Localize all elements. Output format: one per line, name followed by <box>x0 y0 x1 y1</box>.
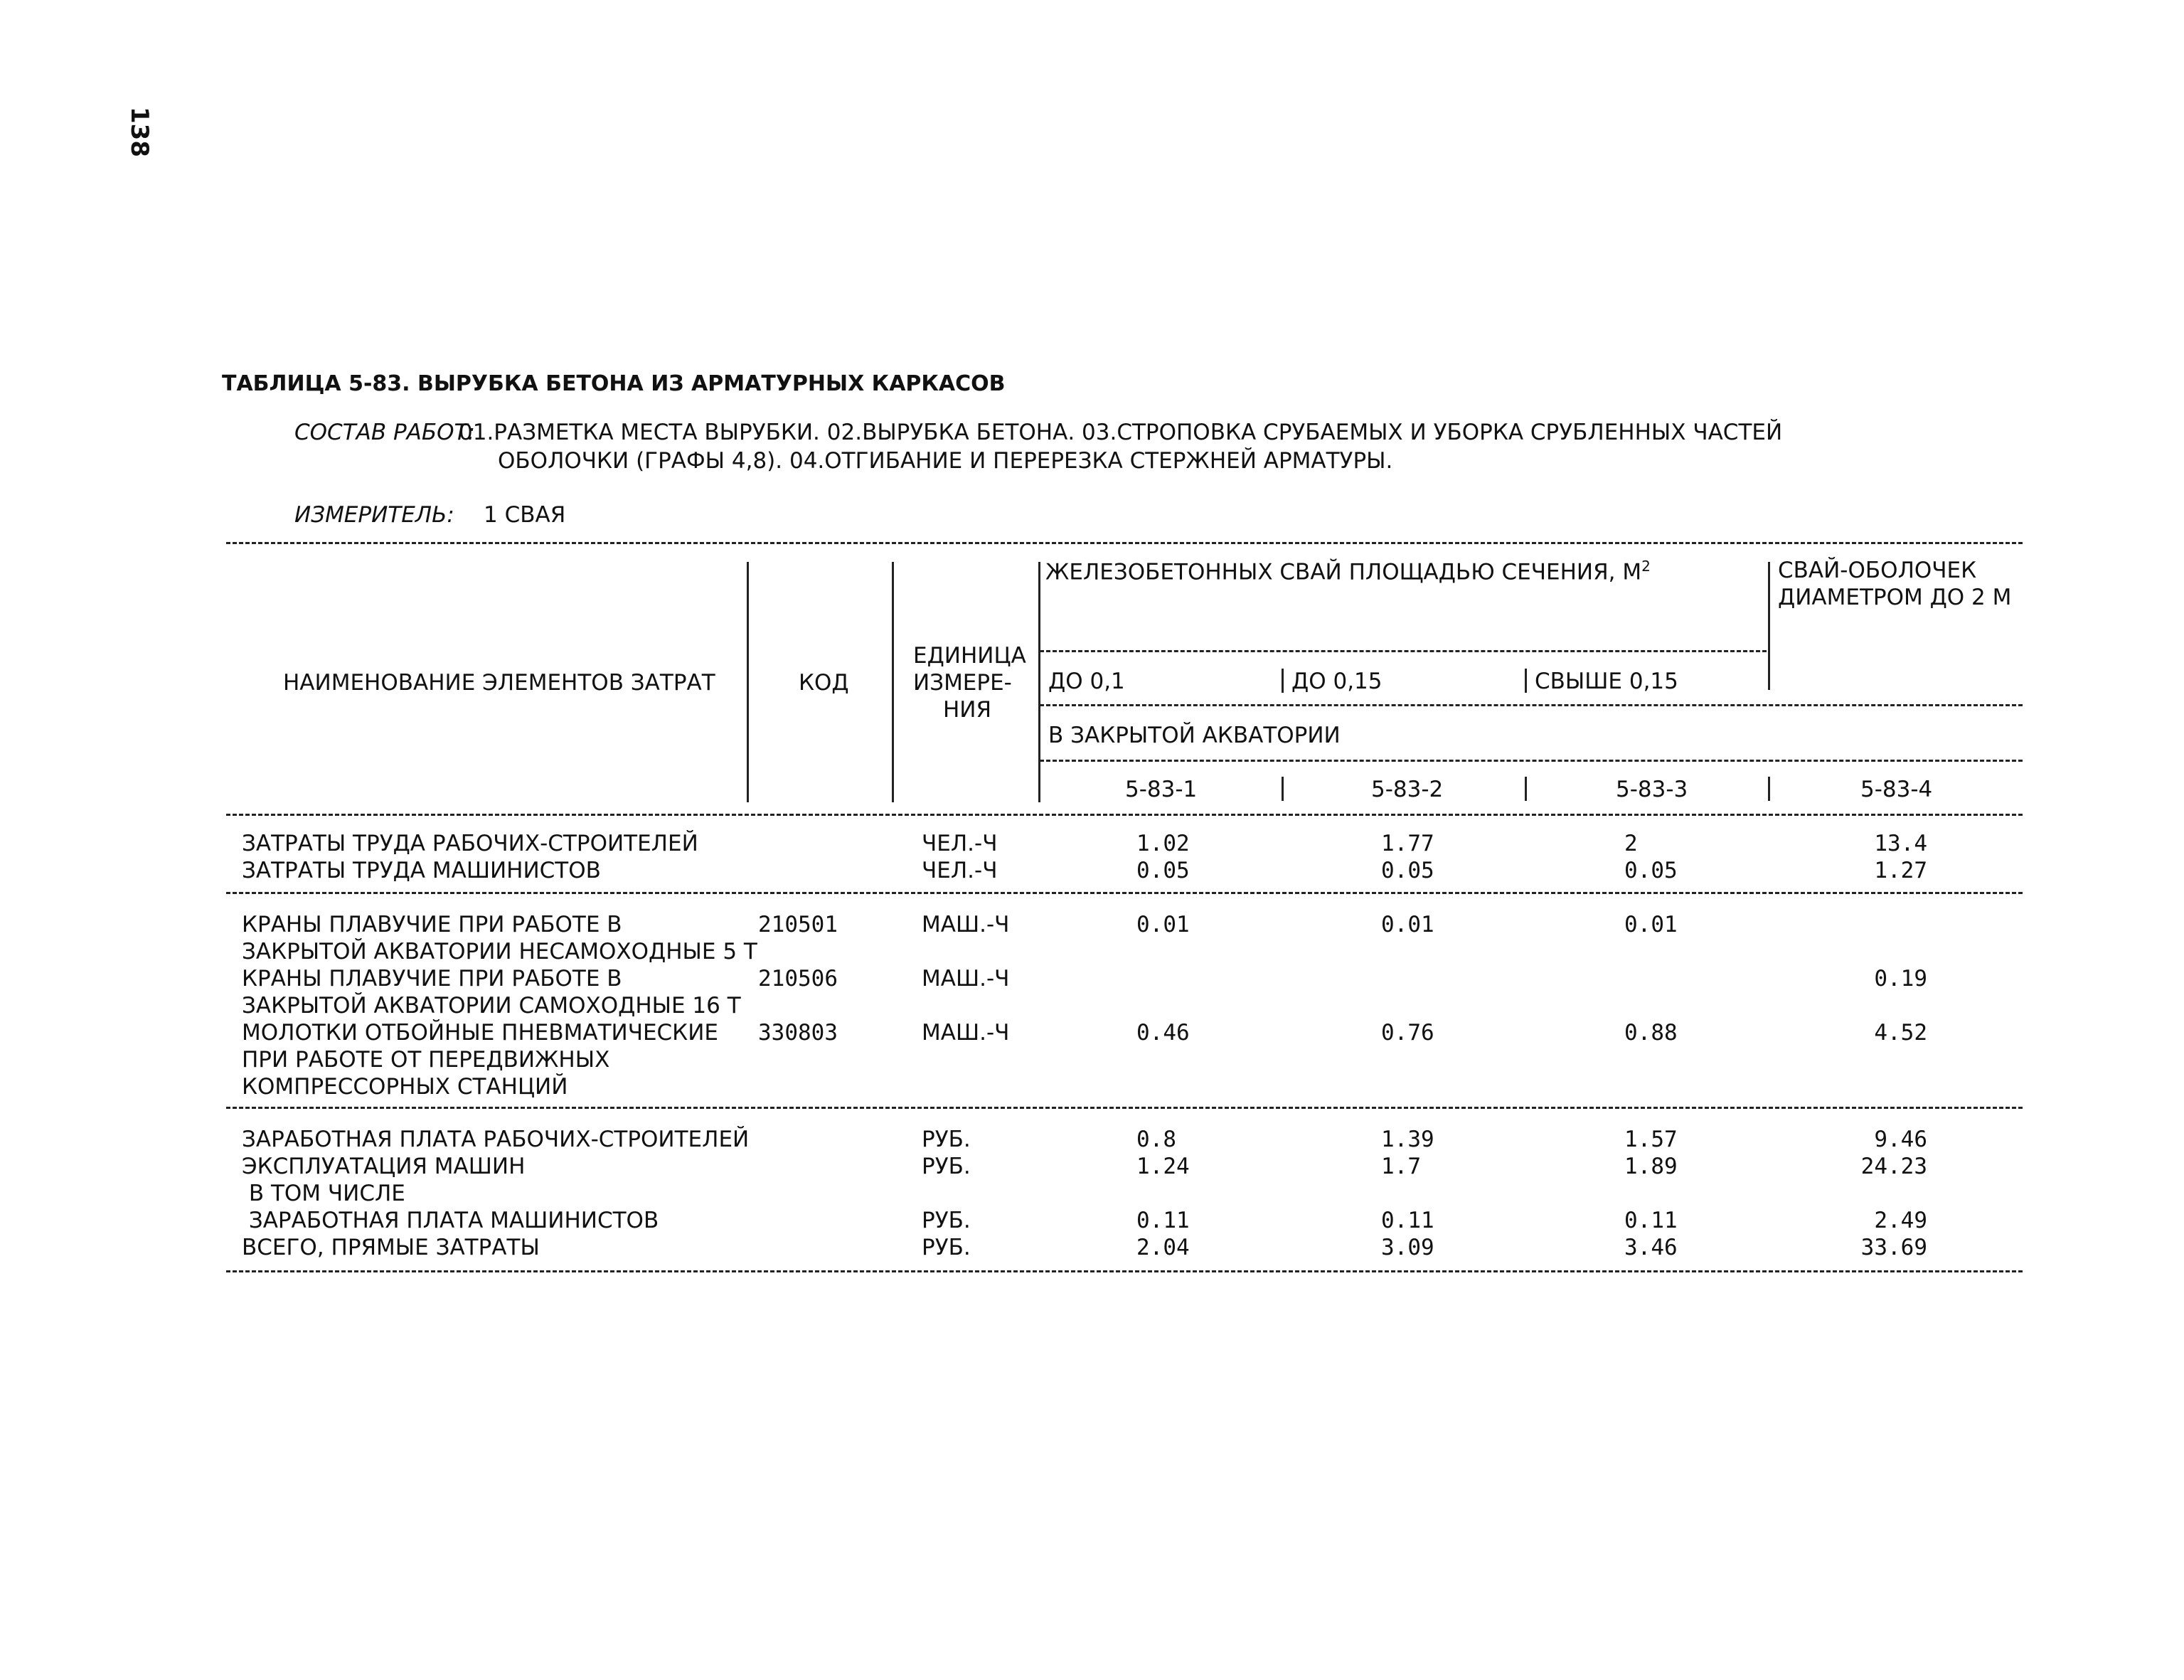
row-name: ЗАТРАТЫ ТРУДА РАБОЧИХ-СТРОИТЕЛЕЙ <box>242 831 698 856</box>
row-value-4: 1.27 <box>1874 858 1927 883</box>
column-separator <box>892 562 894 802</box>
row-value-2: 0.05 <box>1381 858 1434 883</box>
subheader-rule <box>1040 650 1767 652</box>
header-sub-3: СВЫШЕ 0,15 <box>1535 669 1678 694</box>
row-value-1: 0.01 <box>1136 912 1190 937</box>
column-separator <box>1525 669 1527 693</box>
row-value-3: 0.11 <box>1624 1208 1678 1233</box>
header-col-1: 5-83-1 <box>1125 777 1198 802</box>
header-group-1-text: ЖЕЛЕЗОБЕТОННЫХ СВАЙ ПЛОЩАДЬЮ СЕЧЕНИЯ, М <box>1045 559 1642 585</box>
column-separator <box>1038 562 1040 802</box>
row-unit: ЧЕЛ.-Ч <box>922 831 998 856</box>
row-name: ЗАКРЫТОЙ АКВАТОРИИ САМОХОДНЫЕ 16 Т <box>242 993 741 1019</box>
row-value-3: 0.05 <box>1624 858 1678 883</box>
row-value-1: 0.46 <box>1136 1020 1190 1046</box>
header-col-3: 5-83-3 <box>1616 777 1688 802</box>
row-value-2: 1.77 <box>1381 831 1434 856</box>
row-value-3: 0.88 <box>1624 1020 1678 1046</box>
row-name: МОЛОТКИ ОТБОЙНЫЕ ПНЕВМАТИЧЕСКИЕ <box>242 1020 718 1046</box>
header-unit-3: НИЯ <box>943 697 992 723</box>
row-value-1: 0.8 <box>1136 1127 1176 1152</box>
section-rule-1 <box>226 892 2023 894</box>
measure-label: ИЗМЕРИТЕЛЬ: <box>294 502 454 528</box>
row-name: В ТОМ ЧИСЛЕ <box>242 1181 405 1206</box>
row-value-3: 2 <box>1624 831 1638 856</box>
header-group-1 <box>1045 558 1651 585</box>
header-water: В ЗАКРЫТОЙ АКВАТОРИИ <box>1048 723 1341 748</box>
row-value-1: 0.05 <box>1136 858 1190 883</box>
composition-line-2: ОБОЛОЧКИ (ГРАФЫ 4,8). 04.ОТГИБАНИЕ И ПЕРЕРЕЗКА СТЕРЖНЕЙ АРМАТУРЫ. <box>498 448 1393 474</box>
header-sub-2: ДО 0,15 <box>1291 669 1383 694</box>
row-name: КОМПРЕССОРНЫХ СТАНЦИЙ <box>242 1074 568 1100</box>
table-top-rule <box>226 542 2023 544</box>
measure-value: 1 СВАЯ <box>484 502 566 528</box>
row-value-4: 33.69 <box>1860 1235 1927 1260</box>
row-name: ВСЕГО, ПРЯМЫЕ ЗАТРАТЫ <box>242 1235 540 1260</box>
row-name: ПРИ РАБОТЕ ОТ ПЕРЕДВИЖНЫХ <box>242 1047 610 1073</box>
header-col-2: 5-83-2 <box>1371 777 1444 802</box>
row-code: 330803 <box>758 1020 838 1046</box>
row-value-4: 4.52 <box>1874 1020 1927 1046</box>
row-value-3: 1.57 <box>1624 1127 1678 1152</box>
header-unit-1: ЕДИНИЦА <box>913 643 1026 669</box>
water-rule <box>1040 704 2023 706</box>
header-group-2-line-1: СВАЙ-ОБОЛОЧЕК <box>1778 558 1977 583</box>
header-bottom-rule <box>226 814 2023 816</box>
row-name: ЗАКРЫТОЙ АКВАТОРИИ НЕСАМОХОДНЫЕ 5 Т <box>242 939 757 964</box>
header-sub-1: ДО 0,1 <box>1048 669 1125 694</box>
row-value-1: 2.04 <box>1136 1235 1190 1260</box>
row-value-1: 1.24 <box>1136 1154 1190 1179</box>
row-unit: МАШ.-Ч <box>922 1020 1010 1046</box>
table-title: ТАБЛИЦА 5-83. ВЫРУБКА БЕТОНА ИЗ АРМАТУРНЫХ КАРКАСОВ <box>222 371 1006 396</box>
row-value-2: 3.09 <box>1381 1235 1434 1260</box>
row-value-3: 1.89 <box>1624 1154 1678 1179</box>
row-value-4: 13.4 <box>1874 831 1927 856</box>
row-value-1: 0.11 <box>1136 1208 1190 1233</box>
column-separator <box>1282 669 1284 693</box>
row-value-2: 0.11 <box>1381 1208 1434 1233</box>
row-value-4: 2.49 <box>1874 1208 1927 1233</box>
row-name: КРАНЫ ПЛАВУЧИЕ ПРИ РАБОТЕ В <box>242 912 622 937</box>
header-group-2-line-2: ДИАМЕТРОМ ДО 2 М <box>1778 585 2012 610</box>
row-value-2: 1.39 <box>1381 1127 1434 1152</box>
header-group-1-sup: 2 <box>1641 558 1651 575</box>
row-value-2: 1.7 <box>1381 1154 1421 1179</box>
column-separator <box>1525 777 1527 801</box>
column-separator <box>1282 777 1284 801</box>
row-unit: РУБ. <box>922 1235 971 1260</box>
row-value-4: 9.46 <box>1874 1127 1927 1152</box>
header-unit-2: ИЗМЕРЕ- <box>913 670 1012 696</box>
page-number: 138 <box>125 107 154 157</box>
section-rule-2 <box>226 1107 2023 1109</box>
row-unit: МАШ.-Ч <box>922 966 1010 991</box>
codes-rule <box>1040 760 2023 762</box>
row-value-2: 0.76 <box>1381 1020 1434 1046</box>
row-name: ЗАРАБОТНАЯ ПЛАТА РАБОЧИХ-СТРОИТЕЛЕЙ <box>242 1127 750 1152</box>
column-separator <box>1768 562 1770 690</box>
row-value-4: 24.23 <box>1860 1154 1927 1179</box>
row-unit: МАШ.-Ч <box>922 912 1010 937</box>
row-code: 210501 <box>758 912 838 937</box>
row-value-4: 0.19 <box>1874 966 1927 991</box>
row-unit: РУБ. <box>922 1127 971 1152</box>
row-code: 210506 <box>758 966 838 991</box>
row-value-2: 0.01 <box>1381 912 1434 937</box>
row-value-3: 3.46 <box>1624 1235 1678 1260</box>
header-col-4: 5-83-4 <box>1860 777 1933 802</box>
column-separator <box>1768 777 1770 801</box>
row-value-1: 1.02 <box>1136 831 1190 856</box>
header-code: КОД <box>799 670 849 696</box>
row-name: ЗАТРАТЫ ТРУДА МАШИНИСТОВ <box>242 858 601 883</box>
row-unit: РУБ. <box>922 1154 971 1179</box>
row-name: ЗАРАБОТНАЯ ПЛАТА МАШИНИСТОВ <box>242 1208 659 1233</box>
table-bottom-rule <box>226 1270 2023 1272</box>
row-value-3: 0.01 <box>1624 912 1678 937</box>
composition-line-1: 01.РАЗМЕТКА МЕСТА ВЫРУБКИ. 02.ВЫРУБКА БЕТОНА. 03.СТРОПОВКА СРУБАЕМЫХ И УБОРКА СРУБЛЕННЫХ ЧАСТЕЙ <box>459 420 1783 445</box>
row-unit: РУБ. <box>922 1208 971 1233</box>
row-name: ЭКСПЛУАТАЦИЯ МАШИН <box>242 1154 526 1179</box>
composition-label: СОСТАВ РАБОТ: <box>294 420 475 445</box>
column-separator <box>747 562 749 802</box>
row-name: КРАНЫ ПЛАВУЧИЕ ПРИ РАБОТЕ В <box>242 966 622 991</box>
row-unit: ЧЕЛ.-Ч <box>922 858 998 883</box>
header-name: НАИМЕНОВАНИЕ ЭЛЕМЕНТОВ ЗАТРАТ <box>283 670 715 696</box>
